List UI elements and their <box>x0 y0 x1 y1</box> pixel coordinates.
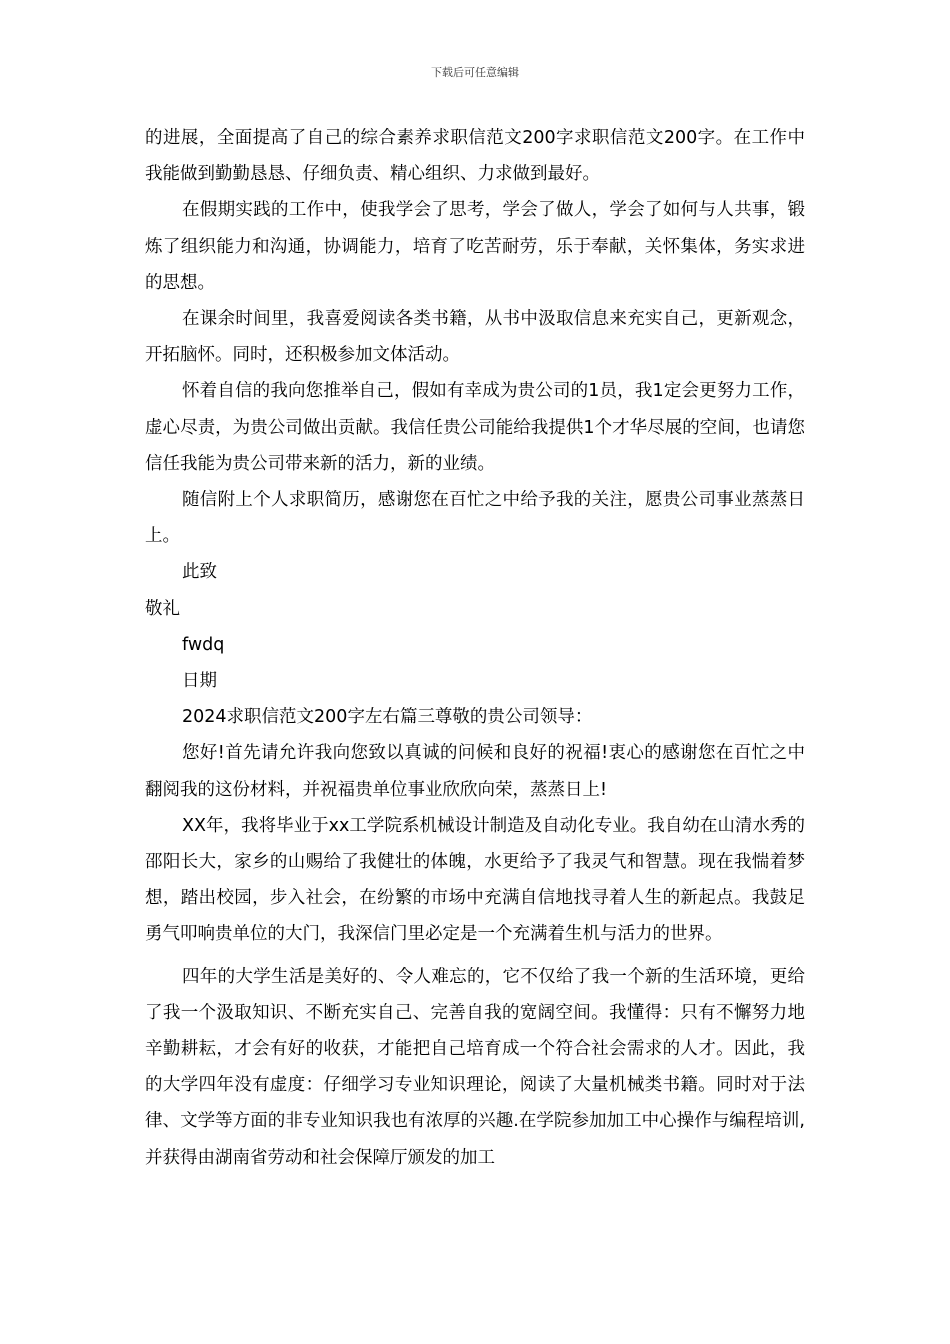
signature-date: 日期 <box>182 671 217 692</box>
signature-name: fwdq <box>182 634 225 655</box>
paragraph-3: 在课余时间里，我喜爱阅读各类书籍，从书中汲取信息来充实自己，更新观念，开拓脑怀。同时，还积极参加文体活动。 <box>145 309 805 366</box>
salutation-respect: 敬礼 <box>145 598 180 619</box>
paragraph-university: 四年的大学生活是美好的、令人难忘的，它不仅给了我一个新的生活环境，更给了我一个汲取知识、不断充实自己、完善自我的宽阔空间。我懂得：只有不懈努力地辛勤耕耘，才会有好的收获，才能把自己培育成一个符合社会需求的人才。因此，我的大学四年没有虚度：仔细学习专业知识理论，阅读了大量机械类书籍。同时对于法律、文学等方面的非专业知识我也有浓厚的兴趣.在学院参加加工中心操作与编程培训,并获得由湖南省劳动和社会保障厅颁发的加工 <box>145 966 805 1168</box>
paragraph-background: XX年，我将毕业于xx工学院系机械设计制造及自动化专业。我自幼在山清水秀的邵阳长大，家乡的山赐给了我健壮的体魄，水更给予了我灵气和智慧。现在我惴着梦想，踏出校园，步入社会，在纷繁的市场中充满自信地找寻着人生的新起点。我鼓足勇气叩响贵单位的大门，我深信门里必定是一个充满着生机与活力的世界。 <box>145 815 805 945</box>
salutation-closing: 此致 <box>182 562 217 583</box>
paragraph-2: 在假期实践的工作中，使我学会了思考，学会了做人，学会了如何与人共事，锻炼了组织能力和沟通，协调能力，培育了吃苦耐劳，乐于奉献，关怀集体，务实求进的思想。 <box>145 200 805 293</box>
paragraph-5: 随信附上个人求职简历，感谢您在百忙之中给予我的关注，愿贵公司事业蒸蒸日上。 <box>145 490 805 547</box>
document-body <box>145 120 805 1176</box>
paragraph-1: 的进展，全面提高了自己的综合素养求职信范文200字求职信范文200字。在工作中我能做到勤勤恳恳、仔细负责、精心组织、力求做到最好。 <box>145 128 805 185</box>
paragraph-greeting: 您好!首先请允许我向您致以真诚的问候和良好的祝福!衷心的感谢您在百忙之中翻阅我的这份材料，并祝福贵单位事业欣欣向荣，蒸蒸日上! <box>145 743 805 800</box>
paragraph-4: 怀着自信的我向您推举自己，假如有幸成为贵公司的1员，我1定会更努力工作，虚心尽责，为贵公司做出贡献。我信任贵公司能给我提供1个才华尽展的空间，也请您信任我能为贵公司带来新的活力，新的业绩。 <box>145 381 805 474</box>
section-heading: 2024求职信范文200字左右篇三尊敬的贵公司领导： <box>182 707 593 728</box>
page-header: 下载后可任意编辑 <box>431 66 519 79</box>
